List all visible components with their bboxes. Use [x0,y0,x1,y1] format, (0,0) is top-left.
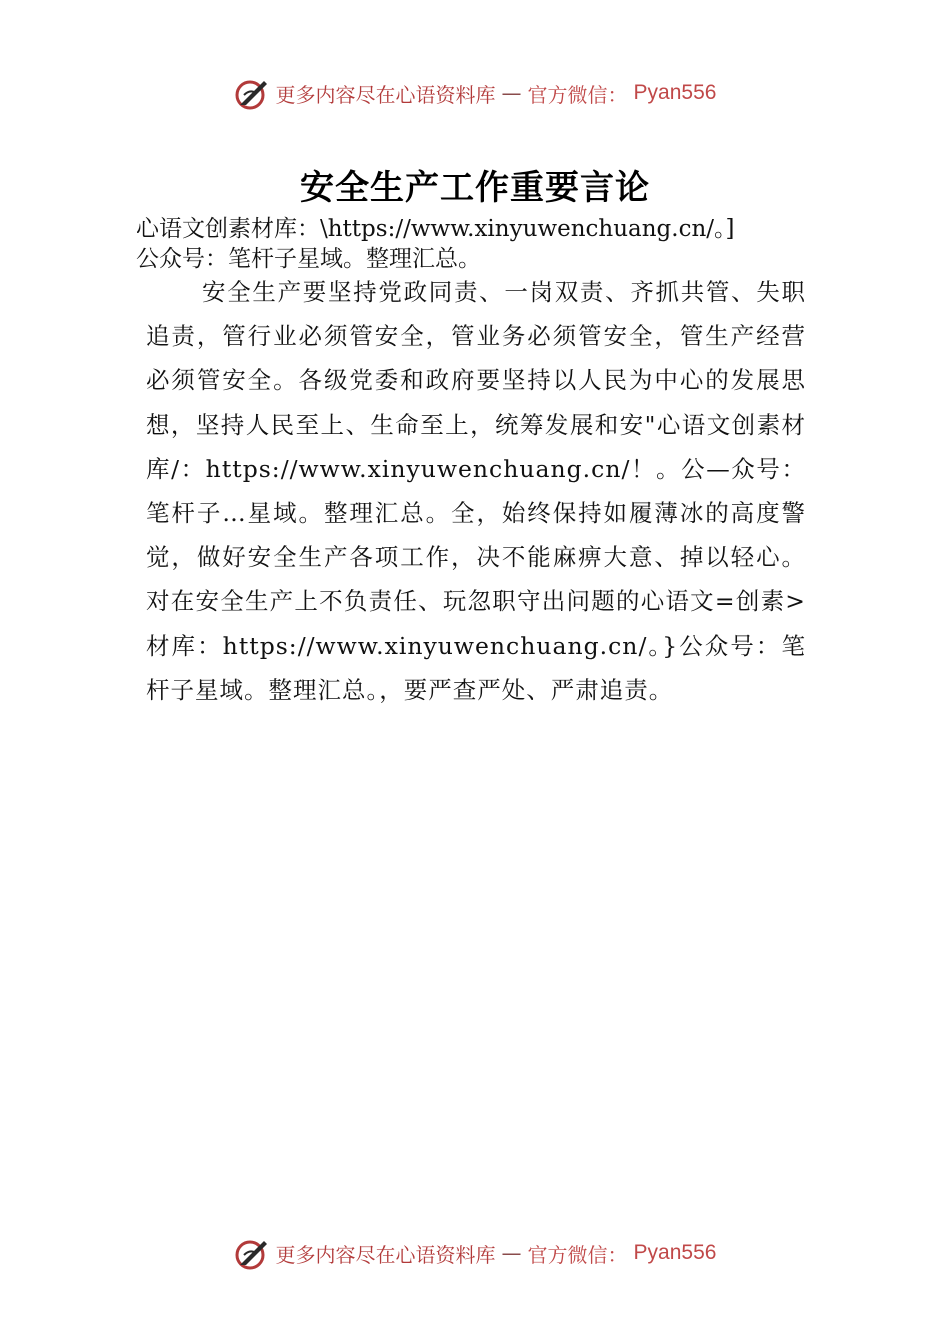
meta-line-2: 公众号：笔杆子星域。整理汇总。 [136,246,481,272]
banner-separator: — [501,81,522,105]
body-paragraph: 安全生产要坚持党政同责、一岗双责、齐抓共管、失职追责，管行业必须管安全，管业务必须管安全，管生产经营必须管安全。各级党委和政府要坚持以人民为中心的发展思想，坚持人民至上、生命至上，统筹发展和安"心语文创素材库/：https://www.xinyuwenchuang.cn/！。公—众号：笔杆子…星域。整理汇总。全，始终保持如履薄冰的高度警觉，做好安全生产各项工作，决不能麻痹大意、掉以轻心。对在安全生产上不负责任、玩忽职守出问题的心语文=创素>材库：https://www.xinyuwenchuang.cn/。}公众号：笔杆子星域。整理汇总。，要严查严处、严肃追责。 [146,278,806,704]
source-meta [136,214,826,274]
header-banner [0,71,950,115]
footer-banner-text: 更多内容尽在心语资料库 [275,1242,496,1267]
wechat-id: Pyan556 [633,81,717,104]
meta-line-1: 心语文创素材库：\https://www.xinyuwenchuang.cn/。] [136,216,735,242]
quill-logo-icon [234,1235,270,1271]
footer-banner [0,1231,950,1275]
footer-wechat-id: Pyan556 [633,1241,717,1264]
banner-text: 更多内容尽在心语资料库 [275,82,496,107]
page-title: 安全生产工作重要言论 [300,168,650,208]
footer-banner-separator: — [501,1241,522,1265]
footer-wechat-label: 官方微信： [527,1242,628,1267]
quill-logo-icon [234,75,270,111]
wechat-label: 官方微信： [527,82,628,107]
